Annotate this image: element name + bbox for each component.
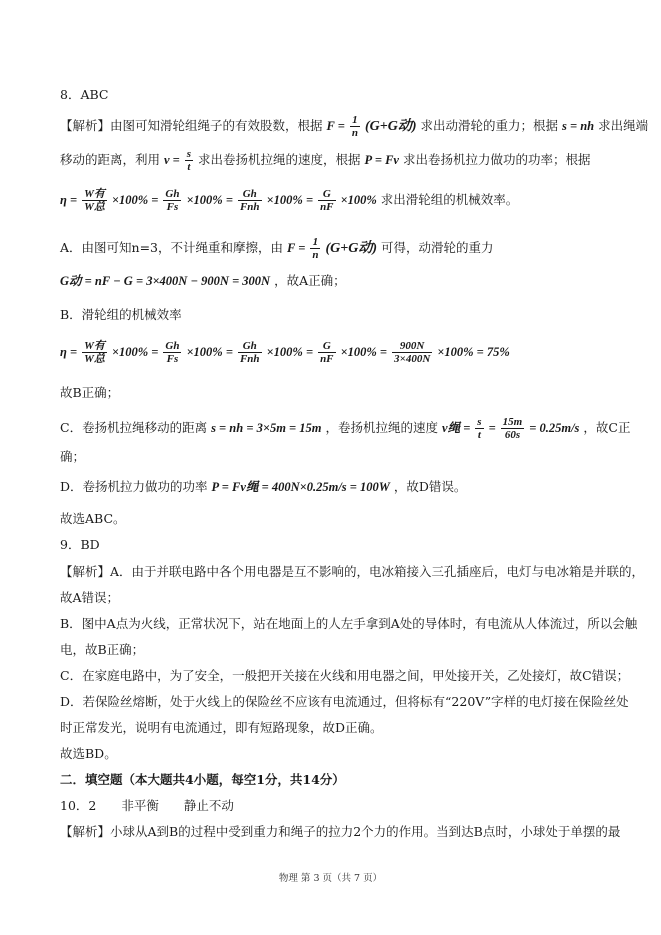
option-a-line: A．由图可知n=3，不计绳重和摩擦，由 F = $\frac{1}{n}$ (G+G动) 可得，动滑轮的重力	[60, 236, 494, 261]
efficiency-formula: η = $\frac{\text{W有}}{\text{W总}}$ ×100% = $\frac{Gh}{Fs}$ ×100% = $\frac{Gh}{\text{Fnh}}$ ×100% = $\frac{G}{nF}$ ×100% 求出滑轮组的机械效率。	[60, 188, 519, 213]
answer-number: 9．BD	[60, 537, 100, 552]
answer-conclusion: 故选BD。	[60, 746, 117, 761]
answer-number: 10．2 非平衡 静止不动	[60, 798, 234, 813]
analysis-line: D．若保险丝熔断，处于火线上的保险丝不应该有电流通过，但将标有“220V”字样的电灯接在保险丝处	[60, 694, 629, 709]
fraction: $\frac{1}{n}$	[351, 114, 358, 139]
analysis-line: 【解析】小球从A到B的过程中受到重力和绳子的拉力2个力的作用。当到达B点时，小球处于单摆的最	[60, 824, 621, 839]
analysis-line: 【解析】A．由于并联电路中各个用电器是互不影响的，电冰箱接入三孔插座后，电灯与电冰箱是并联的，	[60, 564, 645, 579]
analysis-line: 时正常发光，说明有电流通过，即有短路现象，故D正确。	[60, 720, 383, 735]
option-d-line: D．卷扬机拉力做功的功率 P = Fv绳 = 400N×0.25m/s = 100W ，故D错误。	[60, 479, 467, 494]
option-b-formula: η = $\frac{\text{W有}}{\text{W总}}$ ×100% = $\frac{Gh}{Fs}$ ×100% = $\frac{Gh}{\text{Fnh}}$ ×100% = $\frac{G}{nF}$ ×100% = $\frac{900N}{3\times 400N}$ ×100% = 75%	[60, 340, 510, 365]
analysis-line: 故A错误；	[60, 590, 120, 605]
option-c-result: 确；	[60, 449, 86, 464]
fraction: $\frac{s}{t}$	[186, 148, 192, 173]
page-footer: 物理 第 3 页（共 7 页）	[278, 873, 383, 884]
section-heading: 二．填空题（本大题共4小题，每空1分，共14分）	[60, 772, 345, 787]
analysis-line: C．在家庭电路中，为了安全，一般把开关接在火线和用电器之间，甲处接开关，乙处接灯，故C错误；	[60, 668, 630, 683]
analysis-line: 【解析】由图可知滑轮组绳子的有效股数，根据 F = $\frac{1}{n}$ (G+G动) 求出动滑轮的重力；根据 s = nh 求出绳端	[60, 114, 649, 139]
analysis-line: B．图中A点为火线，正常状况下，站在地面上的人左手拿到A处的导体时，有电流从人体流过，所以会触	[60, 616, 638, 631]
analysis-line: 电，故B正确；	[60, 642, 145, 657]
analysis-line: 移动的距离，利用 v = $\frac{s}{t}$ 求出卷扬机拉绳的速度，根据 P = Fv 求出卷扬机拉力做功的功率；根据	[60, 148, 591, 173]
option-b-line: B．滑轮组的机械效率	[60, 307, 182, 322]
option-c-line: C．卷扬机拉绳移动的距离 s = nh = 3×5m = 15m ，卷扬机拉绳的速度 v绳 = $\frac{s}{t}$ = $\frac{15m}{60s}$ = 0.25m/s ，故C正	[60, 416, 631, 441]
option-b-result: 故B正确；	[60, 385, 120, 400]
answer-number: 8．ABC	[60, 87, 109, 102]
answer-conclusion: 故选ABC。	[60, 511, 126, 526]
option-a-calc: G动 = nF − G = 3×400N − 900N = 300N ，故A正确；	[60, 273, 346, 288]
